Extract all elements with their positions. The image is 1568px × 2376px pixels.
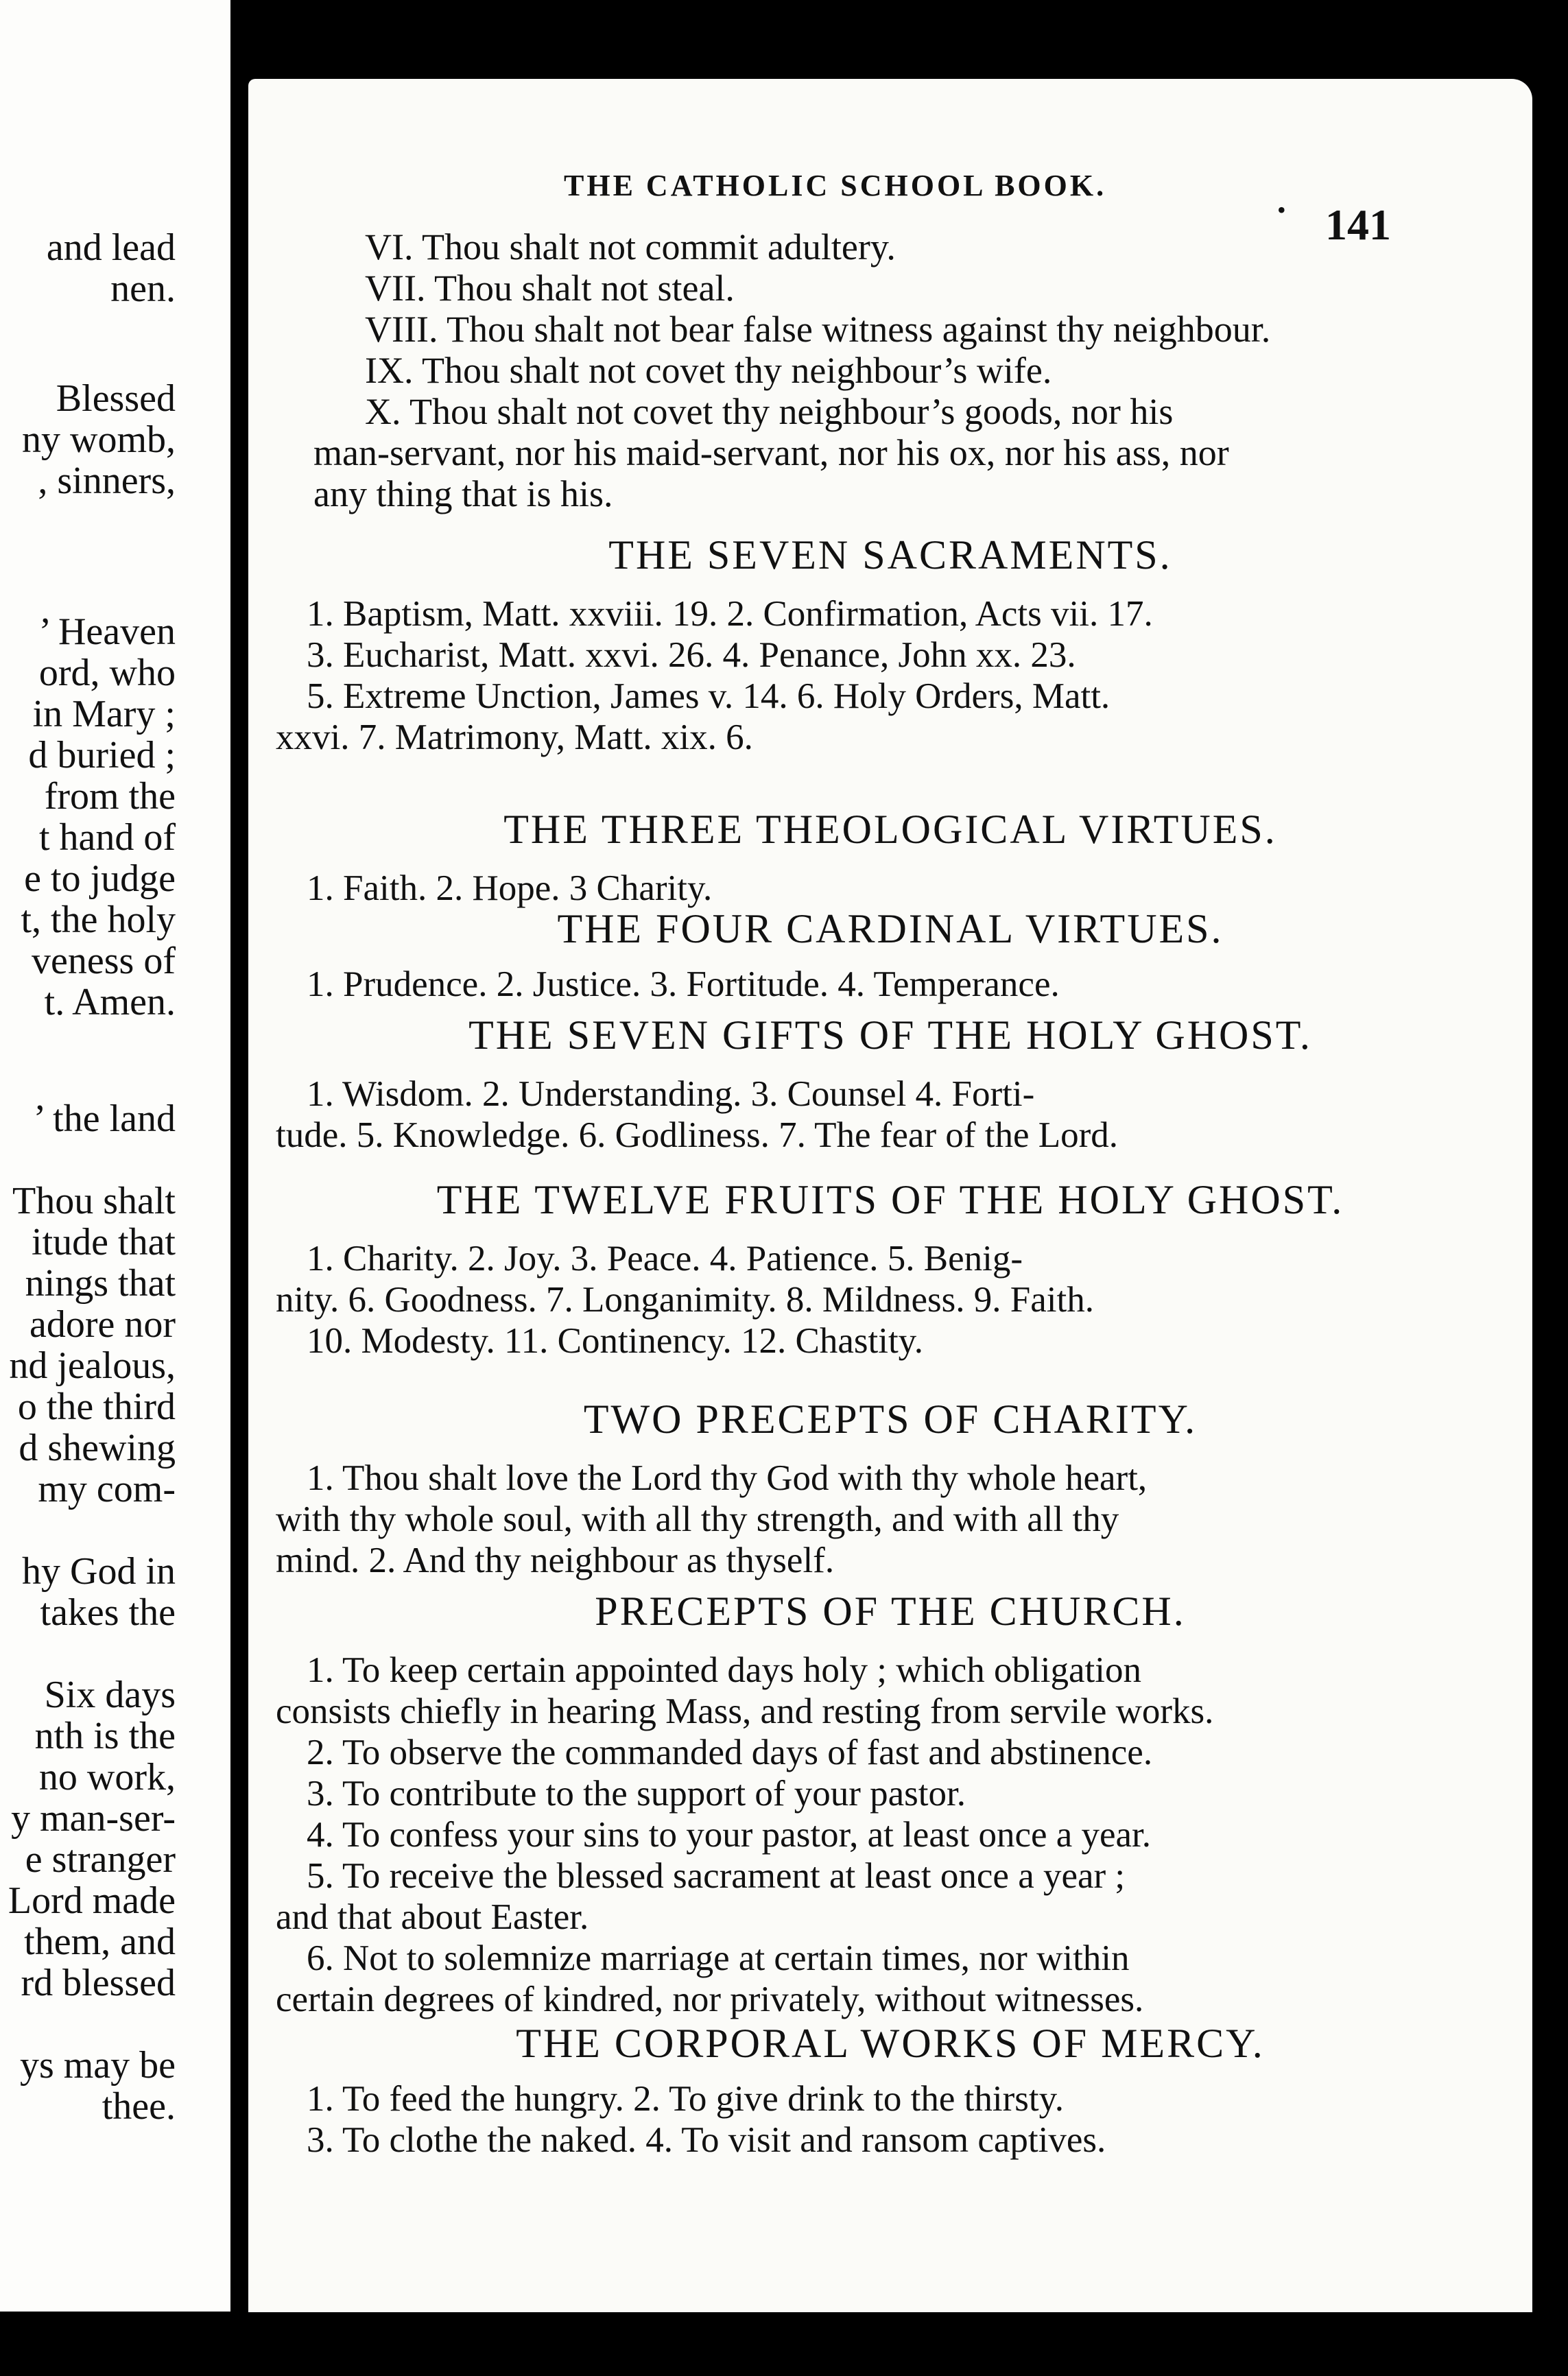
facing-page-line: Six days xyxy=(44,1674,176,1716)
text-line: 1. To keep certain appointed days holy ; which obligation xyxy=(307,1650,1141,1690)
text-line: tude. 5. Knowledge. 6. Godliness. 7. The fear of the Lord. xyxy=(276,1115,1119,1155)
facing-page-line: e stranger xyxy=(25,1838,176,1881)
facing-page-line: ord, who xyxy=(38,652,176,694)
running-title: THE CATHOLIC SCHOOL BOOK. xyxy=(564,169,1107,202)
facing-page-line: d shewing xyxy=(19,1427,176,1469)
text-line: 5. Extreme Unction, James v. 14. 6. Holy Orders, Matt. xyxy=(307,676,1110,716)
facing-page-line: ’ Heaven xyxy=(38,610,176,653)
section-heading: TWO PRECEPTS OF CHARITY. xyxy=(583,1397,1198,1442)
facing-page-line: nings that xyxy=(25,1262,176,1305)
section-heading: THE FOUR CARDINAL VIRTUES. xyxy=(557,906,1224,951)
text-line: 6. Not to solemnize marriage at certain times, nor within xyxy=(307,1938,1130,1978)
text-line: mind. 2. And thy neighbour as thyself. xyxy=(276,1541,835,1580)
facing-page-line: adore nor xyxy=(29,1303,176,1346)
text-line: 1. Wisdom. 2. Understanding. 3. Counsel 4. Forti- xyxy=(307,1074,1035,1114)
facing-page-line: my com- xyxy=(38,1468,176,1510)
text-line: any thing that is his. xyxy=(313,473,613,514)
text-line: and that about Easter. xyxy=(276,1897,589,1937)
text-line: xxvi. 7. Matrimony, Matt. xix. 6. xyxy=(276,717,753,757)
facing-page-line: them, and xyxy=(24,1921,176,1963)
facing-page-line: hy God in xyxy=(22,1550,176,1593)
text-line: man-servant, nor his maid-servant, nor his ox, nor his ass, nor xyxy=(313,432,1229,473)
facing-page-line: Blessed xyxy=(56,377,176,420)
facing-page-line: t, the holy xyxy=(21,899,176,941)
section-heading: PRECEPTS OF THE CHURCH. xyxy=(595,1589,1186,1634)
facing-page xyxy=(0,0,230,2312)
page-number: 141 xyxy=(1325,200,1391,249)
text-line: 2. To observe the commanded days of fast and abstinence. xyxy=(307,1733,1153,1772)
facing-page-line: ’ the land xyxy=(33,1097,176,1140)
facing-page-line: nen. xyxy=(110,268,176,310)
section-heading: THE CORPORAL WORKS OF MERCY. xyxy=(516,2021,1265,2066)
facing-page-line: takes the xyxy=(40,1591,176,1634)
facing-page-line: Thou shalt xyxy=(12,1180,176,1222)
facing-page-line: veness of xyxy=(32,940,176,982)
facing-page-line: in Mary ; xyxy=(32,693,176,735)
text-line: 5. To receive the blessed sacrament at least once a year ; xyxy=(307,1856,1126,1896)
facing-page-line: d buried ; xyxy=(28,734,176,776)
text-line: certain degrees of kindred, nor privately, without witnesses. xyxy=(276,1980,1144,2019)
print-mark: • xyxy=(1277,196,1286,224)
facing-page-line: t hand of xyxy=(38,816,176,859)
text-line: consists chiefly in hearing Mass, and resting from servile works. xyxy=(276,1691,1214,1731)
text-line: 10. Modesty. 11. Continency. 12. Chastity. xyxy=(307,1321,923,1361)
text-line: 1. Baptism, Matt. xxviii. 19. 2. Confirmation, Acts vii. 17. xyxy=(307,594,1153,634)
book-page xyxy=(248,79,1532,2312)
section-heading: THE THREE THEOLOGICAL VIRTUES. xyxy=(503,807,1277,852)
facing-page-line: from the xyxy=(44,775,176,818)
text-line: VI. Thou shalt not commit adultery. xyxy=(365,226,896,268)
facing-page-line: e to judge xyxy=(24,857,176,900)
facing-page-line: ys may be xyxy=(19,2044,176,2087)
facing-page-line: o the third xyxy=(17,1386,176,1428)
text-line: 1. Prudence. 2. Justice. 3. Fortitude. 4. Temperance. xyxy=(307,964,1060,1004)
text-line: 1. To feed the hungry. 2. To give drink to the thirsty. xyxy=(307,2079,1064,2119)
text-line: VII. Thou shalt not steal. xyxy=(365,268,735,309)
text-line: VIII. Thou shalt not bear false witness against thy neighbour. xyxy=(365,309,1271,350)
facing-page-line: nth is the xyxy=(34,1715,176,1757)
text-line: 3. Eucharist, Matt. xxvi. 26. 4. Penance, John xx. 23. xyxy=(307,635,1076,675)
facing-page-line: itude that xyxy=(32,1221,176,1263)
facing-page-line: t. Amen. xyxy=(44,981,176,1023)
facing-page-line: rd blessed xyxy=(21,1962,176,2004)
facing-page-line: and lead xyxy=(46,226,176,269)
facing-page-line: thee. xyxy=(102,2085,176,2128)
text-line: 3. To clothe the naked. 4. To visit and ransom captives. xyxy=(307,2120,1106,2160)
text-line: 4. To confess your sins to your pastor, at least once a year. xyxy=(307,1815,1152,1855)
text-line: 1. Faith. 2. Hope. 3 Charity. xyxy=(307,868,713,908)
text-line: with thy whole soul, with all thy strength, and with all thy xyxy=(276,1499,1119,1539)
facing-page-line: nd jealous, xyxy=(9,1344,176,1387)
facing-page-line: y man-ser- xyxy=(11,1797,176,1840)
section-heading: THE SEVEN SACRAMENTS. xyxy=(608,532,1172,578)
text-line: 1. Thou shalt love the Lord thy God with thy whole heart, xyxy=(307,1458,1148,1498)
text-line: X. Thou shalt not covet thy neighbour’s goods, nor his xyxy=(365,391,1174,432)
text-line: 3. To contribute to the support of your pastor. xyxy=(307,1774,966,1814)
facing-page-line: , sinners, xyxy=(38,460,176,502)
facing-page-line: no work, xyxy=(38,1756,176,1798)
text-line: nity. 6. Goodness. 7. Longanimity. 8. Mildness. 9. Faith. xyxy=(276,1280,1094,1320)
text-line: IX. Thou shalt not covet thy neighbour’s wife. xyxy=(365,350,1052,391)
facing-page-line: ny womb, xyxy=(22,418,176,461)
section-heading: THE TWELVE FRUITS OF THE HOLY GHOST. xyxy=(436,1177,1344,1222)
section-heading: THE SEVEN GIFTS OF THE HOLY GHOST. xyxy=(468,1012,1312,1058)
text-line: 1. Charity. 2. Joy. 3. Peace. 4. Patience. 5. Benig- xyxy=(307,1239,1023,1279)
facing-page-line: Lord made xyxy=(8,1879,176,1922)
